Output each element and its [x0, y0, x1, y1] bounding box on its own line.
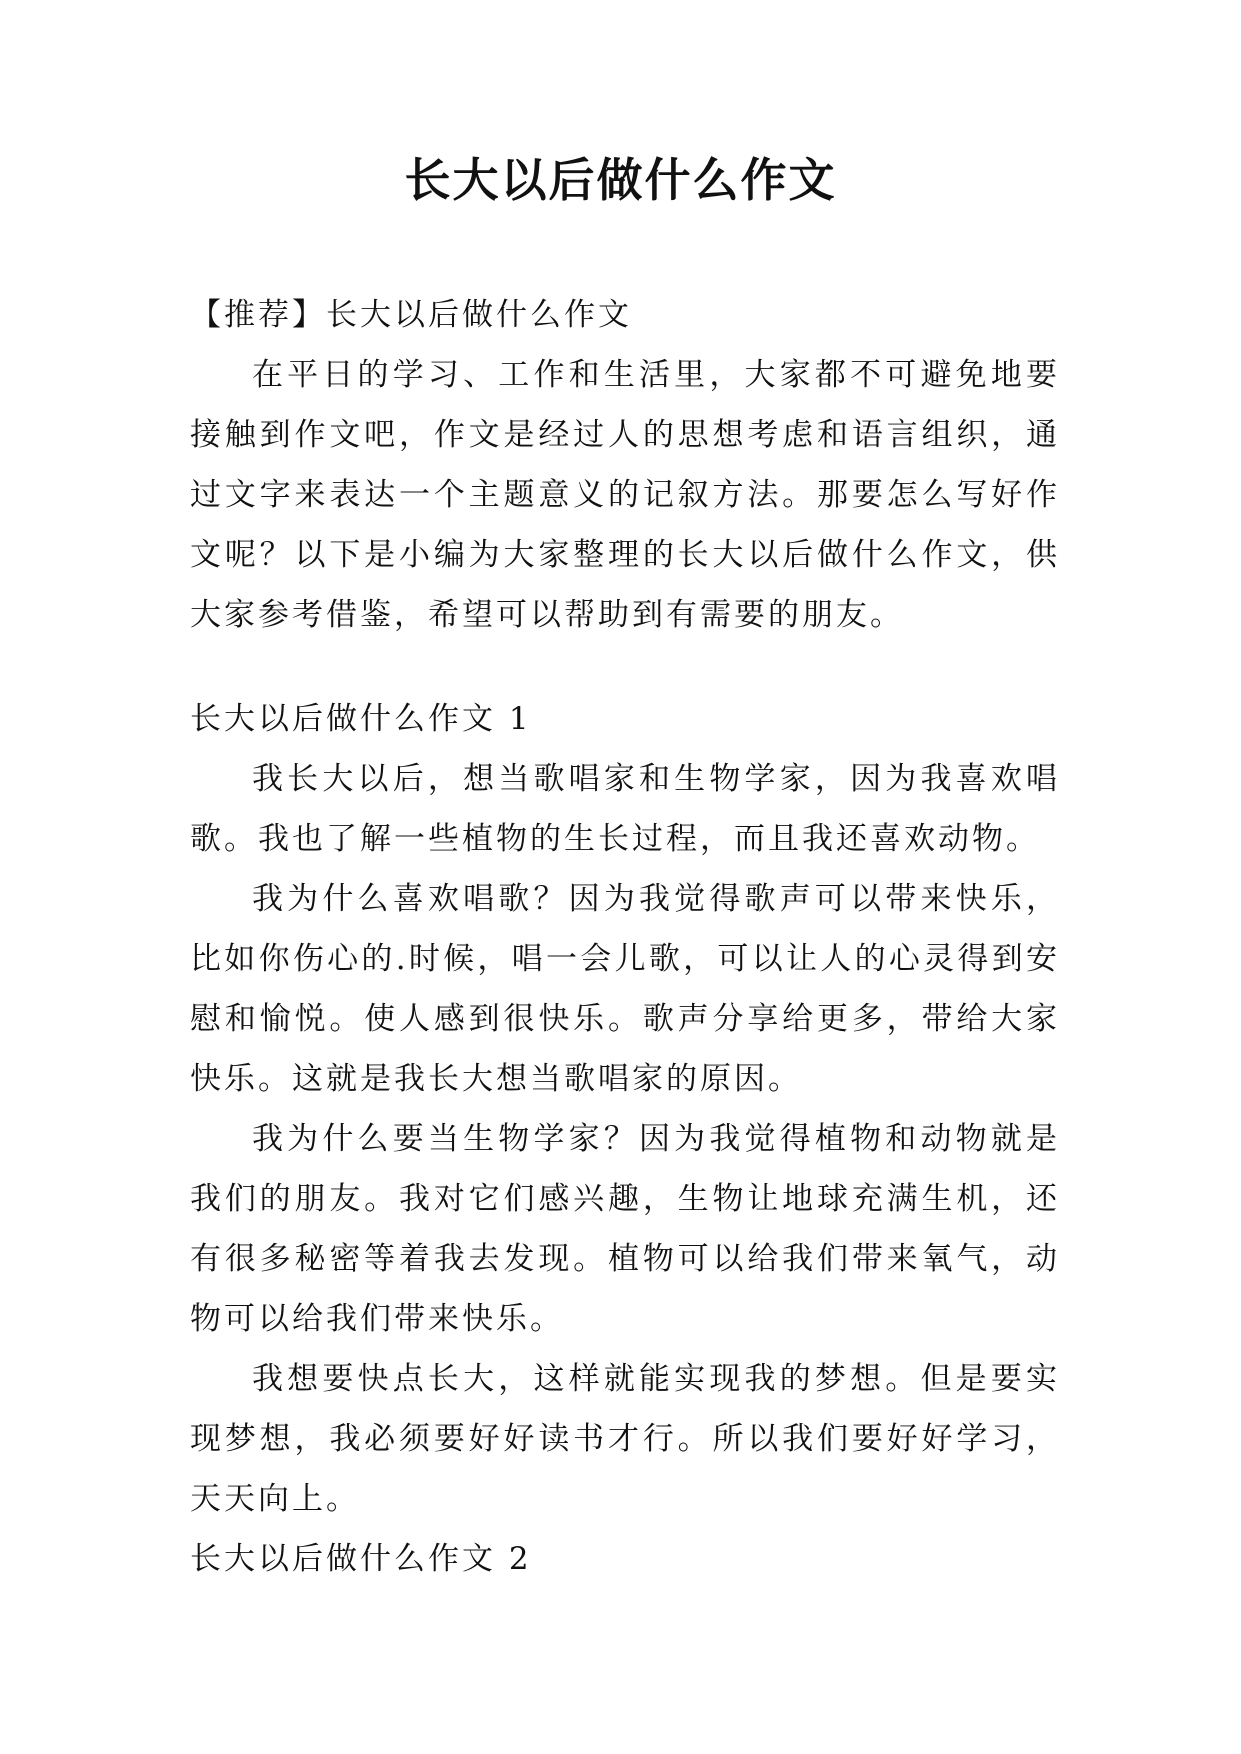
document-body: [190, 285, 1060, 1589]
document-title: 长大以后做什么作文: [404, 153, 837, 207]
essay-1-paragraph: 我想要快点长大，这样就能实现我的梦想。但是要实现梦想，我必须要好好读书才行。所以我们要好好学习，天天向上。: [190, 1361, 1060, 1517]
essay-2-heading: 长大以后做什么作文 2: [190, 1541, 532, 1577]
essay-1-heading: 长大以后做什么作文 1: [190, 701, 532, 737]
recommend-line: 【推荐】长大以后做什么作文: [190, 297, 632, 333]
essay-1-paragraph: 我长大以后，想当歌唱家和生物学家，因为我喜欢唱歌。我也了解一些植物的生长过程，而且我还喜欢动物。: [190, 761, 1060, 857]
essay-1-paragraph: 我为什么喜欢唱歌？因为我觉得歌声可以带来快乐，比如你伤心的.时候，唱一会儿歌，可以让人的心灵得到安慰和愉悦。使人感到很快乐。歌声分享给更多，带给大家快乐。这就是我长大想当歌唱家的原因。: [190, 881, 1060, 1097]
intro-paragraph: 在平日的学习、工作和生活里，大家都不可避免地要接触到作文吧，作文是经过人的思想考虑和语言组织，通过文字来表达一个主题意义的记叙方法。那要怎么写好作文呢？以下是小编为大家整理的长大以后做什么作文，供大家参考借鉴，希望可以帮助到有需要的朋友。: [190, 357, 1060, 633]
essay-1-paragraph: 我为什么要当生物学家？因为我觉得植物和动物就是我们的朋友。我对它们感兴趣，生物让地球充满生机，还有很多秘密等着我去发现。植物可以给我们带来氧气，动物可以给我们带来快乐。: [190, 1121, 1060, 1337]
